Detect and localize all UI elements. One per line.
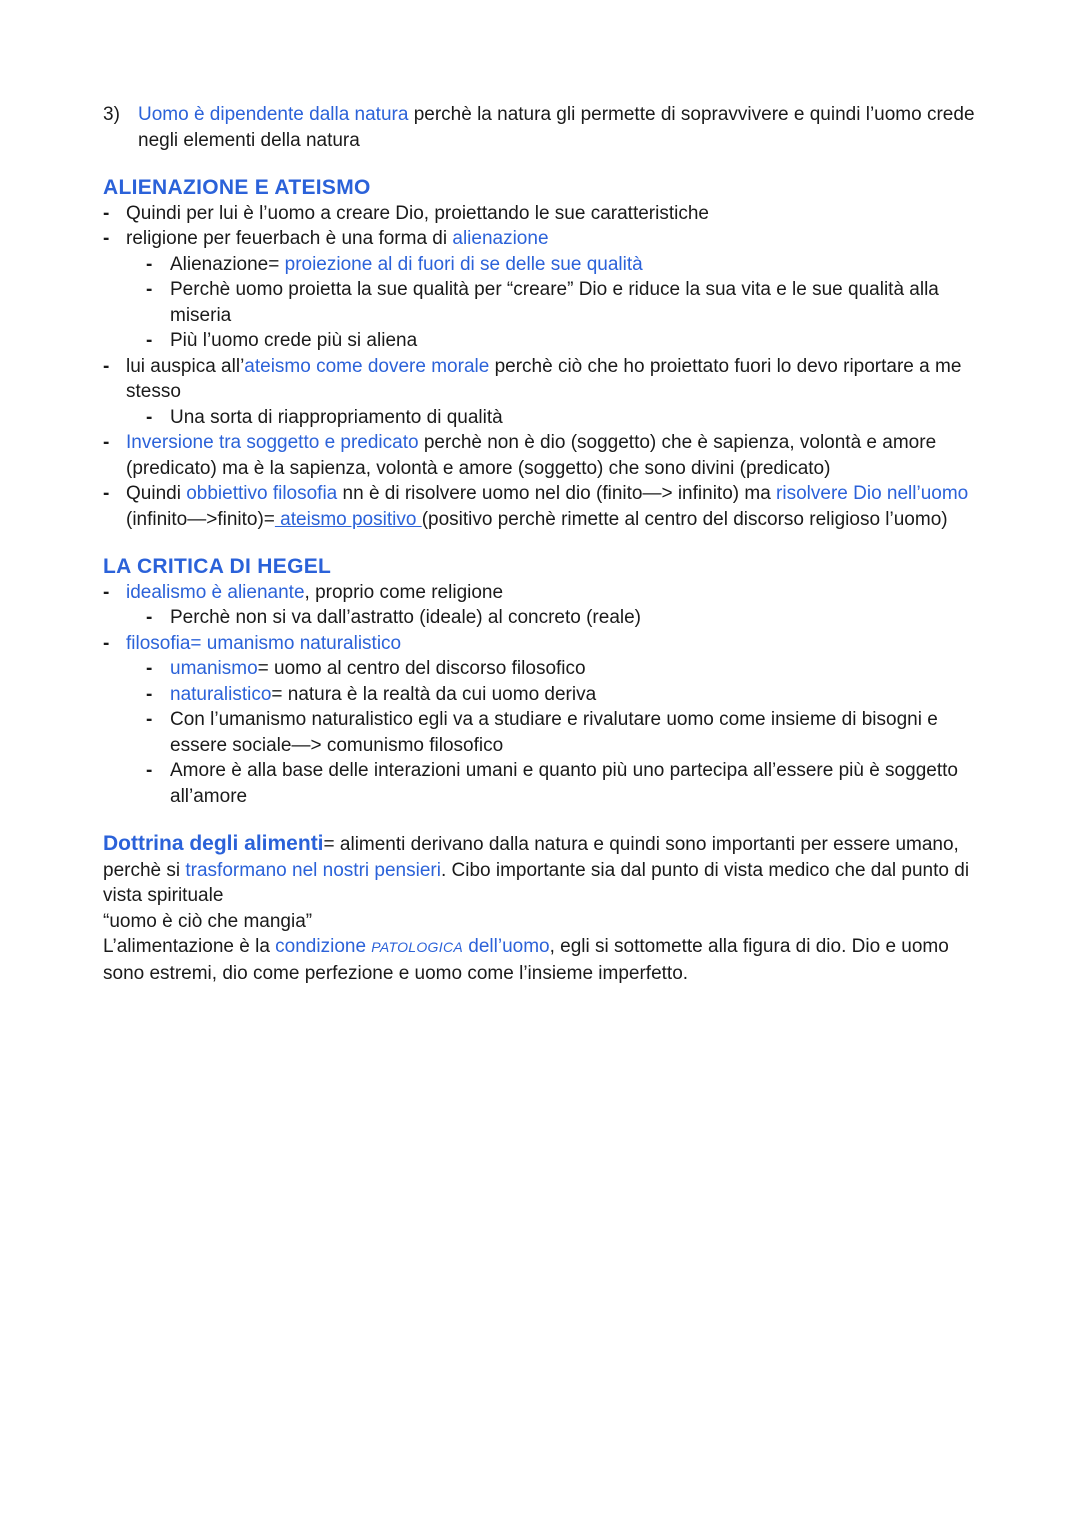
highlight: proiezione al di fuori di se delle sue qualità bbox=[284, 253, 643, 275]
highlight: ateismo come dovere morale bbox=[244, 355, 490, 377]
text: perchè ciò che ho proiettato fuori lo devo riportare a me stesso bbox=[126, 355, 962, 402]
highlight-caps: PATOLOGICA bbox=[371, 939, 463, 955]
text: Amore è alla base delle interazioni umani e quanto più uno partecipa all’essere più è soggetto all’amore bbox=[170, 760, 958, 807]
text: = alimenti derivano dalla natura e quindi sono importanti per essere umano, perchè si bbox=[103, 834, 959, 881]
highlight: obbiettivo filosofia bbox=[186, 483, 338, 504]
text: = uomo al centro del discorso filosofico bbox=[257, 658, 586, 679]
sub-list bbox=[146, 656, 993, 809]
list-item bbox=[103, 201, 993, 227]
text: , egli si sottomette alla figura di dio. Dio e uomo sono estremi, dio come perfezione e uomo come l’insieme imperfetto. bbox=[103, 936, 949, 984]
highlight: Inversione tra soggetto e predicato bbox=[126, 432, 419, 453]
text: (infinito—>finito)= bbox=[126, 508, 275, 530]
highlight: idealismo è alienante bbox=[126, 581, 305, 603]
text: (positivo perchè rimette al centro del discorso religioso l’uomo) bbox=[421, 508, 948, 530]
text: religione per feuerbach è una forma di bbox=[126, 228, 453, 249]
list-item bbox=[103, 430, 993, 481]
text: nn è di risolvere uomo nel dio (finito—> infinito) ma bbox=[337, 483, 777, 504]
item-text bbox=[138, 102, 993, 153]
text: Più l’uomo crede più si aliena bbox=[170, 330, 418, 351]
text: Alienazione= bbox=[170, 253, 285, 275]
highlight: Uomo è dipendente dalla natura bbox=[138, 104, 409, 125]
text: Quindi per lui è l’uomo a creare Dio, proiettando le sue caratteristiche bbox=[126, 202, 709, 224]
highlight: umanismo bbox=[170, 658, 258, 679]
sub-item bbox=[146, 758, 993, 809]
sub-item bbox=[146, 656, 993, 682]
sub-item bbox=[146, 707, 993, 758]
sub-item bbox=[146, 328, 993, 354]
text: lui auspica all’ bbox=[126, 355, 245, 377]
quote: “uomo è ciò che mangia” bbox=[103, 910, 313, 932]
list-item bbox=[103, 354, 993, 431]
list-item bbox=[103, 580, 993, 631]
highlight: alienazione bbox=[452, 228, 549, 249]
list-item bbox=[103, 481, 993, 532]
alimenti-title: Dottrina degli alimenti bbox=[103, 832, 324, 855]
heading-hegel: LA CRITICA DI HEGEL bbox=[103, 555, 332, 578]
underlined-term: ateismo positivo bbox=[274, 508, 422, 530]
point-3 bbox=[103, 102, 993, 153]
sub-list bbox=[146, 605, 993, 631]
text: Perchè uomo proietta la sue qualità per “creare” Dio e riduce la sua vita e le sue qualità alla miseria bbox=[170, 279, 939, 326]
list-item bbox=[103, 226, 993, 354]
text: , proprio come religione bbox=[304, 581, 504, 603]
sub-item bbox=[146, 405, 993, 431]
highlight: dell’uomo bbox=[463, 936, 550, 957]
text: Perchè non si va dall’astratto (ideale) al concreto (reale) bbox=[170, 607, 642, 628]
highlight: risolvere Dio nell’uomo bbox=[776, 483, 969, 504]
text: Una sorta di riappropriamento di qualità bbox=[170, 406, 503, 428]
list-item bbox=[103, 631, 993, 810]
sub-item bbox=[146, 682, 993, 708]
sub-list bbox=[146, 405, 993, 431]
document-page bbox=[103, 102, 993, 986]
alimenti-paragraph bbox=[103, 831, 993, 909]
text: Con l’umanismo naturalistico egli va a studiare e rivalutare uomo come insieme di bisogni e essere sociale—> comunismo filosofico bbox=[170, 709, 938, 756]
text: L’alimentazione è la bbox=[103, 936, 276, 957]
alienazione-list bbox=[103, 201, 993, 533]
highlight: filosofia= umanismo naturalistico bbox=[126, 632, 402, 654]
hegel-list bbox=[103, 580, 993, 810]
text: perchè la natura gli permette di sopravvivere e quindi l’uomo crede negli elementi della natura bbox=[138, 104, 975, 151]
sub-list bbox=[146, 252, 993, 354]
text: Quindi bbox=[126, 483, 187, 504]
text: . Cibo importante sia dal punto di vista medico che dal punto di vista spirituale bbox=[103, 859, 970, 906]
text: perchè non è dio (soggetto) che è sapienza, volontà e amore (predicato) ma è la sapienza, volontà e amore (soggetto) che sono divini (predicato) bbox=[126, 432, 937, 479]
sub-item bbox=[146, 252, 993, 278]
highlight: trasformano nel nostri pensieri bbox=[185, 859, 441, 881]
item-number: 3) bbox=[103, 104, 120, 125]
highlight: condizione bbox=[275, 936, 372, 957]
sub-item bbox=[146, 277, 993, 328]
heading-alienazione: ALIENAZIONE E ATEISMO bbox=[103, 176, 371, 199]
highlight: naturalistico bbox=[170, 683, 272, 705]
text: = natura è la realtà da cui uomo deriva bbox=[271, 683, 597, 705]
sub-item bbox=[146, 605, 993, 631]
alimentazione-paragraph bbox=[103, 934, 993, 986]
